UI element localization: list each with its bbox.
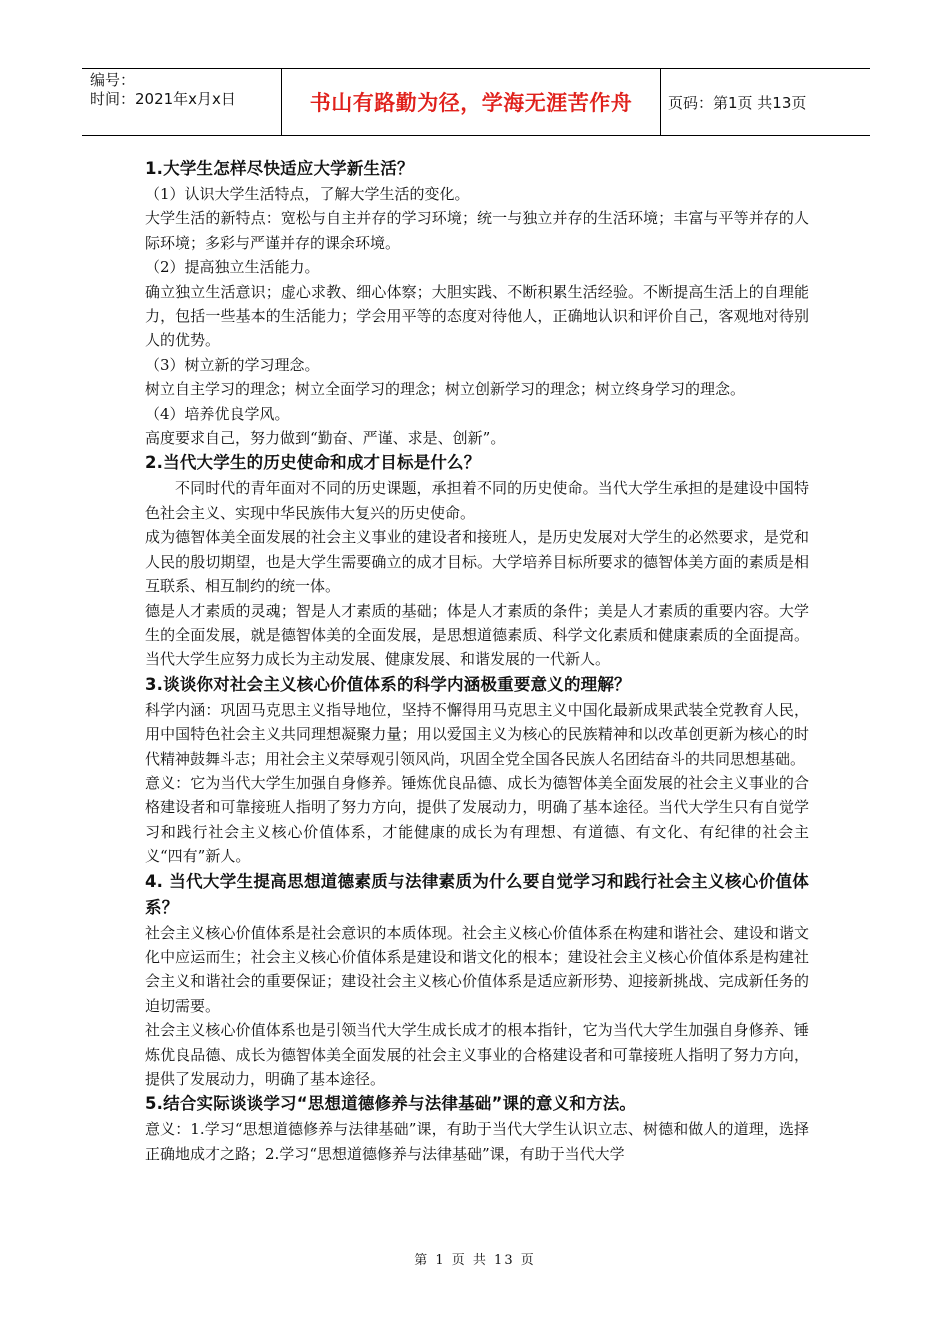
header-meta	[82, 69, 282, 135]
section-3-title: 3.谈谈你对社会主义核心价值体系的科学内涵极重要意义的理解？	[145, 674, 631, 694]
header-motto-cell	[282, 69, 661, 135]
section-5-paragraph: 意义：1.学习“思想道德修养与法律基础”课，有助于当代大学生认识立志、树德和做人的道理，选择正确地成才之路；2.学习“思想道德修养与法律基础”课，有助于当代大学	[145, 1120, 809, 1163]
page-footer: 第 1 页 共 13 页	[414, 1253, 536, 1268]
section-3-paragraph: 科学内涵：巩固马克思主义指导地位，坚持不懈得用马克思主义中国化最新成果武装全党教育人民，用中国特色社会主义共同理想凝聚力量；用以爱国主义为核心的民族精神和以改革创更新为核心的时代精神鼓舞斗志；用社会主义荣辱观引领风尚，巩固全党全国各民族人名团结奋斗的共同思想基础。	[145, 700, 809, 768]
section-2-title: 2.当代大学生的历史使命和成才目标是什么？	[145, 453, 481, 473]
header-page-cell	[660, 69, 870, 135]
section-1-title: 1.大学生怎样尽快适应大学新生活？	[145, 159, 414, 178]
header-page-label: 页码：第1页 共13页	[668, 93, 807, 112]
number-label: 编号：	[90, 71, 136, 89]
section-2-paragraph: 成为德智体美全面发展的社会主义事业的建设者和接班人，是历史发展对大学生的必然要求，是党和人民的殷切期望，也是大学生需要确立的成才目标。大学培养目标所要求的德智体美方面的素质是相互联系、相互制约的统一体。	[145, 528, 809, 596]
document-header	[82, 68, 870, 136]
section-1-paragraph: 确立独立生活意识；虚心求教、细心体察；大胆实践、不断积累生活经验。不断提高生活上的自理能力，包括一些基本的生活能力；学会用平等的态度对待他人，正确地认识和评价自己，客观地对待别人的优势。	[145, 282, 809, 350]
date-line: 时间：2021年x月x日	[90, 90, 236, 108]
section-4-paragraph: 社会主义核心价值体系是社会意识的本质体现。社会主义核心价值体系在构建和谐社会、建设和谐文化中应运而生；社会主义核心价值体系是建设和谐文化的根本；建设社会主义核心价值体系是构建社会主义和谐社会的重要保证；建设社会主义核心价值体系是适应新形势、迎接新挑战、完成新任务的迫切需要。	[145, 923, 809, 1015]
section-2-paragraph: 德是人才素质的灵魂；智是人才素质的基础；体是人才素质的条件；美是人才素质的重要内容。大学生的全面发展，就是德智体美的全面发展，是思想道德素质、科学文化素质和健康素质的全面提高。当代大学生应努力成长为主动发展、健康发展、和谐发展的一代新人。	[145, 601, 809, 669]
section-4-paragraph: 社会主义核心价值体系也是引领当代大学生成长成才的根本指针，它为当代大学生加强自身修养、锤炼优良品德、成长为德智体美全面发展的社会主义事业的合格建设者和可靠接班人指明了努力方向，提供了发展动力，明确了基本途径。	[145, 1021, 809, 1088]
section-1-paragraph: （3）树立新的学习理念。	[145, 355, 320, 374]
section-1-paragraph: 大学生活的新特点：宽松与自主并存的学习环境；统一与独立并存的生活环境；丰富与平等并存的人际环境；多彩与严谨并存的课余环境。	[145, 209, 809, 252]
section-1-paragraph: （4）培养优良学风。	[145, 404, 290, 423]
section-1-paragraph: （1）认识大学生活特点，了解大学生活的变化。	[145, 185, 470, 203]
document-body	[145, 156, 809, 1166]
section-5-title: 5.结合实际谈谈学习“思想道德修养与法律基础”课的意义和方法。	[145, 1094, 637, 1114]
section-1-paragraph: 高度要求自己，努力做到“勤奋、严谨、求是、创新”。	[145, 429, 506, 448]
section-2-paragraph: 不同时代的青年面对不同的历史课题，承担着不同的历史使命。当代大学生承担的是建设中国特色社会主义、实现中华民族伟大复兴的历史使命。	[145, 479, 809, 522]
section-1-paragraph: 树立自主学习的理念；树立全面学习的理念；树立创新学习的理念；树立终身学习的理念。	[145, 380, 746, 399]
header-motto: 书山有路勤为径，学海无涯苦作舟	[309, 91, 633, 115]
section-3-paragraph: 意义：它为当代大学生加强自身修养。锤炼优良品德、成长为德智体美全面发展的社会主义事业的合格建设者和可靠接班人指明了努力方向，提供了发展动力，明确了基本途径。当代大学生只有自觉学习和践行社会主义核心价值体系，才能健康的成长为有理想、有道德、有文化、有纪律的社会主义“四有”新人。	[145, 773, 809, 866]
section-4-title: 4. 当代大学生提高思想道德素质与法律素质为什么要自觉学习和践行社会主义核心价值体系？	[145, 871, 809, 917]
section-1-paragraph: （2）提高独立生活能力。	[145, 258, 320, 277]
